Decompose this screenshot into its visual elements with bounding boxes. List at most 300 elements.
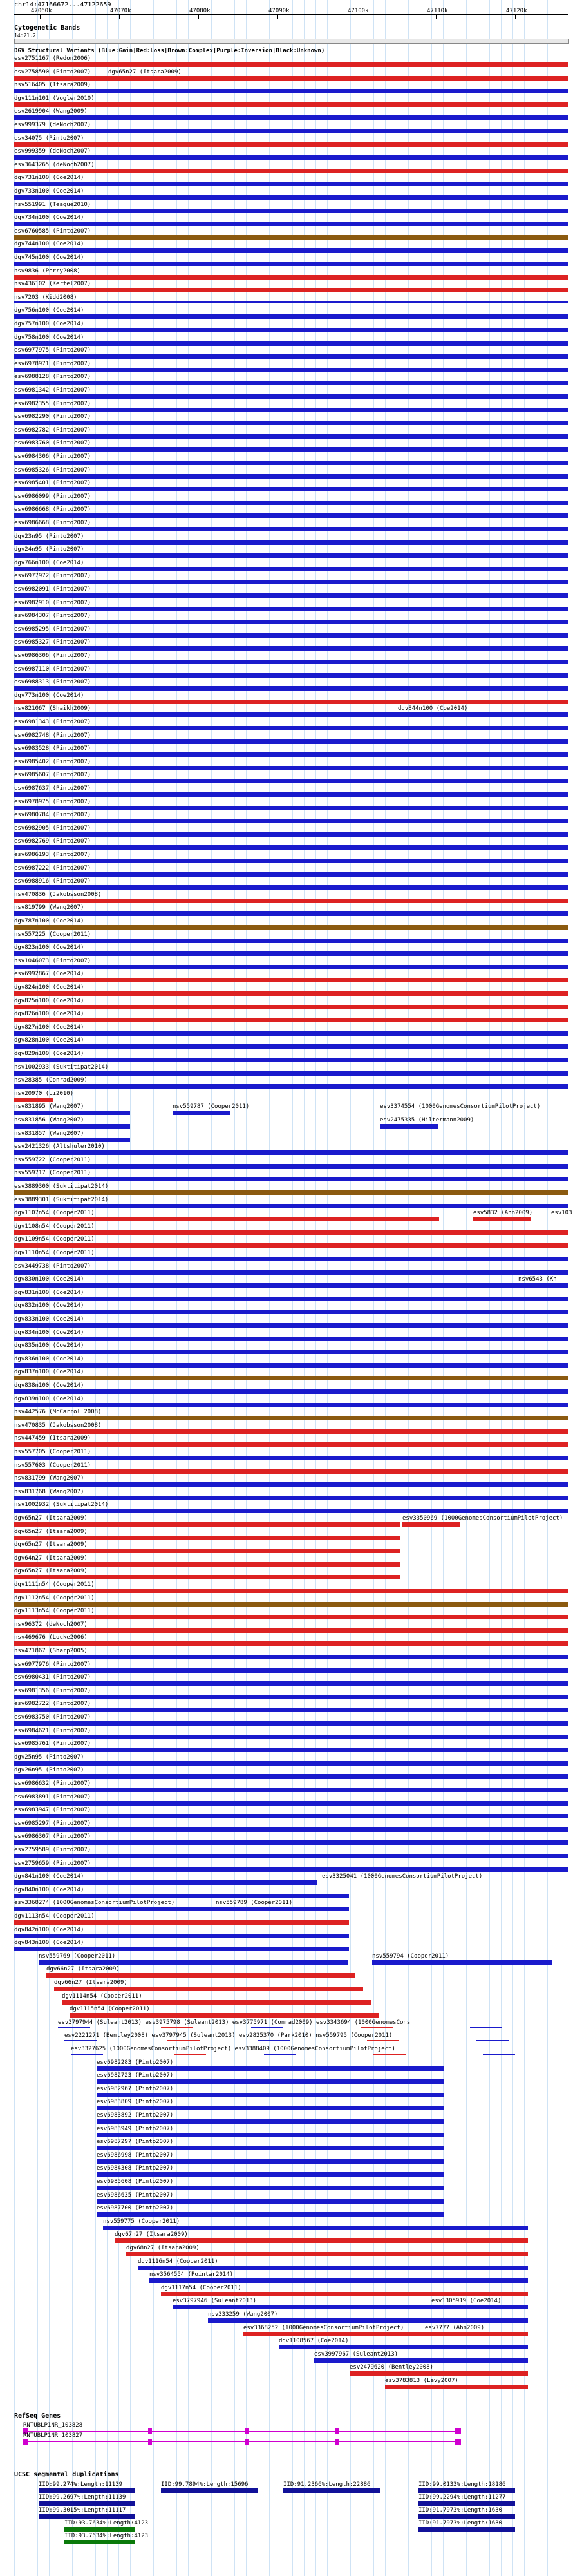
sv-feature-bar[interactable] xyxy=(14,965,568,969)
sv-feature-label[interactable]: esv6982722 (Pinto2007) xyxy=(14,1701,91,1708)
sv-feature-bar[interactable] xyxy=(14,673,568,678)
sv-feature-bar[interactable] xyxy=(314,2358,528,2363)
sv-feature-label[interactable]: nsv471867 (Sharp2005) xyxy=(14,1648,88,1654)
sv-feature-label[interactable]: dgv841n100 (Coe2014) xyxy=(14,1873,84,1880)
sv-feature-label[interactable]: esv6983947 (Pinto2007) xyxy=(14,1807,91,1814)
sv-feature-bar[interactable] xyxy=(402,1522,460,1527)
sv-feature-bar[interactable] xyxy=(14,474,568,479)
sv-feature-bar[interactable] xyxy=(161,2292,528,2296)
sv-feature-label[interactable]: esv999359 (deNoch2007) xyxy=(14,148,91,155)
sv-feature-label[interactable]: dgv25n95 (Pinto2007) xyxy=(14,1753,84,1760)
sv-feature-bar[interactable] xyxy=(14,1350,568,1354)
segdup-bar[interactable] xyxy=(64,2527,135,2532)
sv-feature-label[interactable]: nsv831856 (Wang2007) xyxy=(14,1117,84,1123)
sv-feature-label[interactable]: esv6987637 (Pinto2007) xyxy=(14,785,91,792)
sv-feature-bar[interactable] xyxy=(14,1615,568,1619)
sv-feature-label[interactable]: nsv1002933 (Suktitipat2014) xyxy=(14,1064,109,1071)
sv-feature-bar[interactable] xyxy=(14,182,568,186)
sv-feature-bar[interactable] xyxy=(70,2013,379,2018)
sv-feature-label[interactable]: dgv837n100 (Coe2014) xyxy=(14,1369,84,1376)
sv-feature-bar[interactable] xyxy=(54,1987,363,1991)
sv-feature-label[interactable]: nsv551991 (Teague2010) xyxy=(14,201,91,208)
sv-feature-bar[interactable] xyxy=(14,76,568,81)
sv-feature-bar[interactable] xyxy=(14,1337,568,1341)
sv-feature-bar[interactable] xyxy=(372,1960,552,1965)
sv-feature-label[interactable]: nsv447459 (Itsara2009) xyxy=(14,1435,91,1442)
sv-feature-bar[interactable] xyxy=(518,1283,567,1288)
segdup-label[interactable]: IID:91.7973%:Length:1630 xyxy=(418,2520,503,2526)
sv-feature-bar[interactable] xyxy=(14,1310,568,1314)
sv-feature-bar[interactable] xyxy=(385,2385,528,2389)
sv-feature-label[interactable]: esv6992867 (Coe2014) xyxy=(14,971,84,978)
sv-feature-bar[interactable] xyxy=(14,461,568,465)
gene-exon[interactable] xyxy=(335,2428,339,2434)
sv-feature-label[interactable]: esv3374554 (1000GenomesConsortiumPilotProject) xyxy=(380,1103,541,1111)
sv-feature-label[interactable]: esv2479620 (Bentley2008) xyxy=(350,2364,434,2371)
sv-feature-bar[interactable] xyxy=(14,752,568,757)
sv-feature-label[interactable]: esv5832 (Ahn2009) xyxy=(473,1210,533,1217)
sv-feature-bar[interactable] xyxy=(14,501,568,505)
sv-feature-label[interactable]: dgv826n100 (Coe2014) xyxy=(14,1011,84,1018)
sv-feature-label[interactable]: dgv830n100 (Coe2014) xyxy=(14,1276,84,1283)
sv-feature-label[interactable]: esv999379 (deNoch2007) xyxy=(14,122,91,128)
sv-feature-label[interactable]: esv6987700 (Pinto2007) xyxy=(97,2205,174,2212)
sv-feature-bar[interactable] xyxy=(14,1509,568,1513)
sv-feature-label[interactable]: esv6982905 (Pinto2007) xyxy=(14,825,91,832)
sv-feature-bar[interactable] xyxy=(14,766,568,770)
sv-feature-bar[interactable] xyxy=(97,2093,444,2097)
sv-feature-bar[interactable] xyxy=(373,2054,406,2055)
sv-feature-bar[interactable] xyxy=(14,1376,568,1380)
sv-feature-label[interactable]: dgv111n101 (Vogler2010) xyxy=(14,95,95,102)
sv-feature-label[interactable]: dgv844n100 (Coe2014) xyxy=(398,705,468,712)
sv-feature-label[interactable]: dgv733n100 (Coe2014) xyxy=(14,188,84,195)
sv-feature-bar[interactable] xyxy=(483,2054,515,2055)
sv-feature-bar[interactable] xyxy=(14,872,568,877)
sv-feature-bar[interactable] xyxy=(14,660,568,664)
sv-feature-label[interactable]: esv6986632 (Pinto2007) xyxy=(14,1780,91,1787)
sv-feature-bar[interactable] xyxy=(14,1469,568,1474)
sv-feature-label[interactable]: esv3325041 (1000GenomesConsortiumPilotProject) xyxy=(322,1873,483,1880)
sv-feature-label[interactable]: nsv819799 (Wang2007) xyxy=(14,904,84,911)
sv-feature-label[interactable]: dgv65n27 (Itsara2009) xyxy=(14,1541,88,1549)
refseq-track-title[interactable]: RefSeq Genes xyxy=(14,2412,61,2419)
sv-feature-bar[interactable] xyxy=(14,1735,568,1739)
sv-feature-bar[interactable] xyxy=(14,1297,568,1301)
sv-feature-label[interactable]: esv2758590 (Pinto2007) xyxy=(14,68,91,75)
sv-feature-bar[interactable] xyxy=(14,1801,568,1806)
sv-feature-bar[interactable] xyxy=(14,235,568,240)
sv-feature-label[interactable]: esv2751167 (Redon2006) xyxy=(14,55,91,62)
sv-feature-label[interactable]: esv6982290 (Pinto2007) xyxy=(14,414,91,421)
sv-feature-label[interactable]: esv3643265 (deNoch2007) xyxy=(14,161,95,168)
sv-feature-bar[interactable] xyxy=(14,368,568,372)
sv-feature-bar[interactable] xyxy=(97,2133,444,2137)
sv-feature-label[interactable]: esv6985607 (Pinto2007) xyxy=(14,772,91,779)
segdup-label[interactable]: IID:99.7894%:Length:15696 xyxy=(161,2481,249,2488)
sv-feature-bar[interactable] xyxy=(14,1536,400,1540)
sv-feature-label[interactable]: dgv828n100 (Coe2014) xyxy=(14,1037,84,1044)
sv-feature-label[interactable]: esv6983528 (Pinto2007) xyxy=(14,745,91,752)
sv-feature-bar[interactable] xyxy=(14,806,568,810)
sv-feature-label[interactable]: nsv831768 (Wang2007) xyxy=(14,1488,84,1495)
sv-feature-bar[interactable] xyxy=(14,1456,568,1460)
sv-feature-label[interactable]: dgv827n100 (Coe2014) xyxy=(14,1024,84,1031)
sv-feature-label[interactable]: nsv436102 (Kertel2007) xyxy=(14,281,91,288)
gene-exon[interactable] xyxy=(455,2428,461,2434)
sv-feature-bar[interactable] xyxy=(14,819,568,823)
sv-feature-label[interactable]: esv6981342 (Pinto2007) xyxy=(14,387,91,394)
sv-feature-bar[interactable] xyxy=(14,155,568,160)
sv-feature-label[interactable]: dgv831n100 (Coe2014) xyxy=(14,1289,84,1296)
sv-feature-label[interactable]: dgv842n100 (Coe2014) xyxy=(14,1926,84,1933)
segdup-label[interactable]: IID:93.7634%:Length:4123 xyxy=(64,2520,149,2526)
sv-feature-label[interactable]: esv6985761 (Pinto2007) xyxy=(14,1741,91,1748)
sv-feature-label[interactable]: esv6985297 (Pinto2007) xyxy=(14,1820,91,1827)
sv-feature-bar[interactable] xyxy=(14,1164,568,1169)
sv-feature-bar[interactable] xyxy=(14,712,568,717)
sv-feature-label[interactable]: esv6978975 (Pinto2007) xyxy=(14,798,91,805)
sv-feature-bar[interactable] xyxy=(14,1708,568,1712)
sv-feature-label[interactable]: dgv744n100 (Coe2014) xyxy=(14,241,84,248)
sv-feature-label[interactable]: esv6988313 (Pinto2007) xyxy=(14,679,91,686)
sv-feature-label[interactable]: esv2619904 (Wang2009) xyxy=(14,108,88,115)
sv-feature-bar[interactable] xyxy=(14,991,568,996)
sv-feature-bar[interactable] xyxy=(14,925,568,930)
sv-feature-label[interactable]: esv6983760 (Pinto2007) xyxy=(14,440,91,447)
sv-feature-label[interactable]: esv6982769 (Pinto2007) xyxy=(14,838,91,845)
sv-feature-label[interactable]: dgv1110n54 (Cooper2011) xyxy=(14,1250,95,1256)
sv-feature-bar[interactable] xyxy=(14,567,568,571)
sv-feature-bar[interactable] xyxy=(14,1867,568,1872)
sv-feature-bar[interactable] xyxy=(14,1907,349,1911)
sv-feature-label[interactable]: dgv773n100 (Coe2014) xyxy=(14,692,84,699)
sv-feature-label[interactable]: esv6985401 (Pinto2007) xyxy=(14,480,91,487)
sv-feature-bar[interactable] xyxy=(14,1522,400,1527)
sv-feature-label[interactable]: dgv1115n54 (Cooper2011) xyxy=(70,2006,150,2013)
sv-feature-bar[interactable] xyxy=(14,726,568,730)
sv-feature-label[interactable]: dgv66n27 (Itsara2009) xyxy=(54,1980,127,1986)
sv-feature-label[interactable]: dgv823n100 (Coe2014) xyxy=(14,944,84,951)
sv-feature-bar[interactable] xyxy=(350,2371,528,2376)
sv-feature-label[interactable]: dgv839n100 (Coe2014) xyxy=(14,1395,84,1402)
sv-feature-bar[interactable] xyxy=(14,620,568,624)
sv-feature-bar[interactable] xyxy=(14,700,568,704)
sv-feature-bar[interactable] xyxy=(14,1230,568,1235)
sv-feature-bar[interactable] xyxy=(279,2345,528,2349)
sv-feature-label[interactable]: nsv6543 (Kh xyxy=(518,1276,557,1283)
sv-feature-label[interactable]: esv6982091 (Pinto2007) xyxy=(14,586,91,593)
segdup-bar[interactable] xyxy=(418,2501,515,2506)
sv-feature-bar[interactable] xyxy=(14,1496,568,1500)
sv-feature-bar[interactable] xyxy=(14,1562,400,1567)
sv-feature-label[interactable]: esv6981343 (Pinto2007) xyxy=(14,719,91,725)
sv-feature-bar[interactable] xyxy=(14,527,568,531)
sv-feature-bar[interactable] xyxy=(14,1177,568,1181)
sv-feature-label[interactable]: nsv469676 (Locke2006) xyxy=(14,1634,88,1641)
sv-feature-bar[interactable] xyxy=(64,2040,97,2041)
sv-feature-bar[interactable] xyxy=(14,1840,568,1845)
sv-feature-bar[interactable] xyxy=(14,1880,317,1885)
sv-feature-bar[interactable] xyxy=(14,1416,568,1420)
sv-feature-label[interactable]: esv6977972 (Pinto2007) xyxy=(14,573,91,580)
sv-feature-label[interactable]: esv2421326 (Altshuler2010) xyxy=(14,1143,105,1150)
sv-feature-label[interactable]: esv6987222 (Pinto2007) xyxy=(14,864,91,872)
gene-exon[interactable] xyxy=(148,2428,152,2434)
sv-feature-label[interactable]: esv3797946 (Suleant2013) xyxy=(173,2298,257,2305)
sv-feature-label[interactable]: esv3889301 (Suktitipat2014) xyxy=(14,1196,109,1203)
segdup-label[interactable]: IID:93.7634%:Length:4123 xyxy=(64,2533,149,2539)
sv-feature-bar[interactable] xyxy=(14,1668,568,1673)
sv-feature-label[interactable]: esv2759589 (Pinto2007) xyxy=(14,1847,91,1853)
refseq-gene-label[interactable]: RNTUBLP1NR_103828 xyxy=(23,2422,83,2428)
sv-feature-label[interactable]: esv6986193 (Pinto2007) xyxy=(14,852,91,858)
sv-feature-label[interactable]: nsv831857 (Wang2007) xyxy=(14,1130,84,1137)
sv-feature-bar[interactable] xyxy=(14,1934,349,1938)
sv-feature-bar[interactable] xyxy=(167,2040,200,2041)
sv-feature-label[interactable]: esv6986998 (Pinto2007) xyxy=(97,2151,174,2159)
gene-exon[interactable] xyxy=(245,2428,249,2434)
sv-feature-label[interactable]: esv6983892 (Pinto2007) xyxy=(97,2112,174,2119)
sv-feature-bar[interactable] xyxy=(97,2199,444,2204)
sv-feature-label[interactable]: esv6984307 (Pinto2007) xyxy=(14,613,91,620)
sv-feature-label[interactable]: esv103 xyxy=(551,1210,572,1217)
sv-feature-bar[interactable] xyxy=(14,1429,568,1434)
sv-feature-label[interactable]: dgv65n27 (Itsara2009) xyxy=(14,1515,88,1522)
sv-feature-label[interactable]: esv6977975 (Pinto2007) xyxy=(14,347,91,354)
sv-feature-bar[interactable] xyxy=(138,2266,528,2270)
sv-feature-label[interactable]: esv6980784 (Pinto2007) xyxy=(14,812,91,819)
sv-feature-bar[interactable] xyxy=(14,739,568,744)
segdup-bar[interactable] xyxy=(161,2488,258,2493)
sv-feature-bar[interactable] xyxy=(14,1150,568,1155)
sv-feature-bar[interactable] xyxy=(264,2054,296,2055)
sv-feature-bar[interactable] xyxy=(14,1894,349,1898)
sv-feature-bar[interactable] xyxy=(14,1389,568,1394)
gene-intron-line[interactable] xyxy=(23,2441,461,2442)
sv-feature-label[interactable]: nsv831799 (Wang2007) xyxy=(14,1475,84,1482)
sv-feature-label[interactable]: nsv96372 (deNoch2007) xyxy=(14,1621,88,1628)
sv-feature-bar[interactable] xyxy=(14,1482,568,1487)
sv-cluster-label[interactable]: esv2221271 (Bentley2008) esv3797945 (Suleant2013) esv2825370 (Park2010) nsv559795 (Cooper2011) xyxy=(64,2032,393,2039)
sv-feature-bar[interactable] xyxy=(14,248,568,253)
sv-feature-bar[interactable] xyxy=(14,540,568,545)
segdup-bar[interactable] xyxy=(39,2488,135,2493)
sv-feature-label[interactable]: esv6981356 (Pinto2007) xyxy=(14,1687,91,1694)
sv-feature-bar[interactable] xyxy=(71,2054,103,2055)
segdup-label[interactable]: IID:99.2697%:Length:11139 xyxy=(39,2494,126,2501)
sv-feature-label[interactable]: dgv832n100 (Coe2014) xyxy=(14,1302,84,1310)
sv-feature-bar[interactable] xyxy=(14,845,568,850)
sv-feature-label[interactable]: nsv557603 (Cooper2011) xyxy=(14,1462,91,1469)
segdup-label[interactable]: IID:99.2294%:Length:11277 xyxy=(418,2494,506,2501)
sv-feature-bar[interactable] xyxy=(14,1018,568,1022)
sv-feature-bar[interactable] xyxy=(14,580,568,584)
sv-feature-bar[interactable] xyxy=(243,2332,528,2336)
sv-feature-label[interactable]: nsv7203 (Kidd2008) xyxy=(14,294,77,301)
sv-feature-label[interactable]: nsv442576 (McCarroll2008) xyxy=(14,1409,102,1416)
sv-feature-label[interactable]: esv6980431 (Pinto2007) xyxy=(14,1674,91,1681)
sv-feature-label[interactable]: dgv1109n54 (Cooper2011) xyxy=(14,1236,95,1243)
sv-feature-bar[interactable] xyxy=(14,1111,130,1115)
sv-feature-bar[interactable] xyxy=(14,951,568,956)
sv-feature-bar[interactable] xyxy=(476,2040,509,2041)
sv-feature-label[interactable]: dgv787n100 (Coe2014) xyxy=(14,918,84,924)
sv-feature-bar[interactable] xyxy=(14,1323,568,1328)
sv-feature-bar[interactable] xyxy=(14,1681,568,1686)
dgv-track-title[interactable]: DGV Structural Variants (Blue:Gain|Red:Loss|Brown:Complex|Purple:Inversion|Black:Unknown) xyxy=(14,48,325,54)
sv-feature-bar[interactable] xyxy=(14,1071,568,1076)
sv-feature-label[interactable]: dgv26n95 (Pinto2007) xyxy=(14,1767,84,1774)
sv-feature-label[interactable]: esv6986668 (Pinto2007) xyxy=(14,506,91,513)
sv-feature-bar[interactable] xyxy=(174,2054,206,2055)
sv-feature-label[interactable]: esv6985327 (Pinto2007) xyxy=(14,639,91,646)
sv-feature-bar[interactable] xyxy=(14,275,568,280)
segdup-bar[interactable] xyxy=(418,2488,515,2493)
sv-feature-bar[interactable] xyxy=(14,939,568,943)
segdup-bar[interactable] xyxy=(39,2514,135,2519)
sv-feature-bar[interactable] xyxy=(14,1655,568,1659)
sv-feature-bar[interactable] xyxy=(14,1920,349,1925)
sv-feature-bar[interactable] xyxy=(14,1761,568,1766)
sv-feature-bar[interactable] xyxy=(361,2027,393,2028)
sv-feature-bar[interactable] xyxy=(14,899,568,903)
sv-feature-bar[interactable] xyxy=(14,1031,568,1036)
sv-feature-label[interactable]: dgv1117n54 (Cooper2011) xyxy=(161,2284,241,2291)
sv-feature-bar[interactable] xyxy=(14,354,568,359)
sv-feature-label[interactable]: nsv516405 (Itsara2009) xyxy=(14,82,91,89)
sv-feature-label[interactable]: esv6982723 (Pinto2007) xyxy=(97,2072,174,2079)
sv-feature-label[interactable]: nsv3564554 (Pointar2014) xyxy=(149,2271,234,2278)
sv-feature-bar[interactable] xyxy=(14,832,568,837)
sv-feature-bar[interactable] xyxy=(97,2079,444,2084)
sv-feature-label[interactable]: dgv836n100 (Coe2014) xyxy=(14,1355,84,1362)
sv-feature-bar[interactable] xyxy=(46,1973,355,1978)
sv-feature-label[interactable]: dgv65n27 (Itsara2009) xyxy=(14,1568,88,1575)
segdup-track-title[interactable]: UCSC segmental duplications xyxy=(14,2471,119,2478)
sv-feature-label[interactable]: esv6984306 (Pinto2007) xyxy=(14,453,91,460)
sv-feature-bar[interactable] xyxy=(14,1283,568,1288)
sv-feature-label[interactable]: nsv557225 (Cooper2011) xyxy=(14,931,91,938)
sv-feature-bar[interactable] xyxy=(14,646,568,651)
sv-feature-bar[interactable] xyxy=(115,2238,528,2243)
sv-feature-bar[interactable] xyxy=(14,102,568,107)
sv-feature-bar[interactable] xyxy=(97,2172,444,2177)
coordinate-ruler[interactable] xyxy=(14,9,568,24)
sv-feature-label[interactable]: esv3368252 (1000GenomesConsortiumPilotProject) xyxy=(243,2324,404,2331)
sv-feature-label[interactable]: nsv559775 (Cooper2011) xyxy=(103,2218,180,2225)
sv-feature-bar[interactable] xyxy=(97,2186,444,2190)
sv-feature-label[interactable]: dgv731n100 (Coe2014) xyxy=(14,175,84,182)
sv-feature-bar[interactable] xyxy=(14,222,568,226)
sv-feature-bar[interactable] xyxy=(14,1138,130,1142)
sv-feature-bar[interactable] xyxy=(14,169,568,173)
sv-feature-bar[interactable] xyxy=(97,2159,444,2164)
sv-feature-bar[interactable] xyxy=(97,2212,444,2217)
sv-feature-bar[interactable] xyxy=(14,1549,400,1553)
sv-feature-label[interactable]: esv6978971 (Pinto2007) xyxy=(14,360,91,367)
sv-feature-bar[interactable] xyxy=(14,553,568,558)
segdup-label[interactable]: IID:99.274%:Length:11139 xyxy=(39,2481,123,2488)
sv-feature-bar[interactable] xyxy=(14,1217,439,1221)
segdup-bar[interactable] xyxy=(283,2488,380,2493)
segdup-label[interactable]: IID:99.0133%:Length:18186 xyxy=(418,2481,506,2488)
sv-feature-bar[interactable] xyxy=(14,779,568,783)
sv-feature-label[interactable]: dgv756n100 (Coe2014) xyxy=(14,307,84,314)
sv-feature-bar[interactable] xyxy=(14,513,568,518)
sv-feature-label[interactable]: esv3350969 (1000GenomesConsortiumPilotProject) xyxy=(402,1515,563,1522)
segdup-label[interactable]: IID:91.2366%:Length:22886 xyxy=(283,2481,371,2488)
sv-feature-label[interactable]: esv6977976 (Pinto2007) xyxy=(14,1661,91,1668)
sv-cluster-label[interactable]: esv3797944 (Suleant2013) esv3975798 (Suleant2013) esv3775971 (Conrad2009) esv3343694 (1000GenomesCons xyxy=(58,2019,411,2026)
sv-feature-label[interactable]: esv6986306 (Pinto2007) xyxy=(14,653,91,659)
sv-feature-label[interactable]: dgv67n27 (Itsara2009) xyxy=(115,2231,188,2238)
sv-feature-bar[interactable] xyxy=(14,1641,568,1646)
sv-feature-bar[interactable] xyxy=(97,2146,444,2150)
sv-feature-bar[interactable] xyxy=(14,394,568,399)
sv-feature-label[interactable]: esv6982748 (Pinto2007) xyxy=(14,732,91,739)
sv-feature-label[interactable]: dgv66n27 (Itsara2009) xyxy=(46,1966,120,1973)
sv-feature-bar[interactable] xyxy=(97,2106,444,2110)
sv-feature-label[interactable]: dgv838n100 (Coe2014) xyxy=(14,1382,84,1389)
sv-feature-label[interactable]: esv6760585 (Pinto2007) xyxy=(14,227,91,234)
sv-feature-bar[interactable] xyxy=(14,978,568,982)
sv-feature-label[interactable]: nsv559717 (Cooper2011) xyxy=(14,1170,91,1177)
sv-feature-label[interactable]: esv6984308 (Pinto2007) xyxy=(97,2165,174,2172)
sv-feature-bar[interactable] xyxy=(14,408,568,412)
sv-feature-label[interactable]: esv6985295 (Pinto2007) xyxy=(14,625,91,633)
sv-feature-label[interactable]: dgv843n100 (Coe2014) xyxy=(14,1940,84,1947)
sv-feature-label[interactable]: esv6987110 (Pinto2007) xyxy=(14,665,91,673)
sv-feature-label[interactable]: dgv825n100 (Coe2014) xyxy=(14,997,84,1004)
sv-feature-bar[interactable] xyxy=(367,2040,399,2041)
sv-feature-label[interactable]: dgv835n100 (Coe2014) xyxy=(14,1342,84,1350)
sv-feature-label[interactable]: dgv824n100 (Coe2014) xyxy=(14,984,84,991)
sv-feature-bar[interactable] xyxy=(14,341,568,346)
sv-feature-label[interactable]: dgv766n100 (Coe2014) xyxy=(14,559,84,566)
sv-feature-label[interactable]: dgv1113n54 (Cooper2011) xyxy=(14,1608,95,1615)
sv-feature-label[interactable]: esv6983949 (Pinto2007) xyxy=(97,2125,174,2132)
sv-feature-bar[interactable] xyxy=(470,2027,502,2028)
gene-exon[interactable] xyxy=(335,2439,339,2445)
refseq-gene-label[interactable]: RNTUBLP1NR_103827 xyxy=(23,2432,83,2439)
sv-feature-label[interactable]: dgv1108567 (Coe2014) xyxy=(279,2338,349,2345)
sv-feature-label[interactable]: esv6983809 (Pinto2007) xyxy=(97,2099,174,2106)
sv-feature-label[interactable]: esv3368274 (1000GenomesConsortiumPilotProject) xyxy=(14,1900,175,1907)
sv-feature-bar[interactable] xyxy=(14,262,568,266)
sv-feature-bar[interactable] xyxy=(161,2027,193,2028)
segdup-bar[interactable] xyxy=(64,2540,135,2544)
sv-feature-bar[interactable] xyxy=(14,301,568,303)
sv-feature-bar[interactable] xyxy=(251,2027,283,2028)
sv-feature-bar[interactable] xyxy=(14,792,568,797)
sv-feature-label[interactable]: esv2759659 (Pinto2007) xyxy=(14,1860,91,1867)
sv-feature-label[interactable]: dgv1107n54 (Cooper2011) xyxy=(14,1210,95,1217)
sv-feature-bar[interactable] xyxy=(14,1589,568,1593)
sv-feature-bar[interactable] xyxy=(14,1403,568,1407)
sv-feature-label[interactable]: esv3889300 (Suktitipat2014) xyxy=(14,1183,109,1190)
sv-feature-bar[interactable] xyxy=(14,1084,568,1089)
sv-feature-bar[interactable] xyxy=(14,1602,568,1607)
sv-feature-bar[interactable] xyxy=(14,1044,568,1049)
sv-feature-bar[interactable] xyxy=(14,1947,349,1951)
sv-feature-label[interactable]: esv6982910 (Pinto2007) xyxy=(14,599,91,606)
sv-feature-bar[interactable] xyxy=(14,1695,568,1699)
gene-exon[interactable] xyxy=(148,2439,152,2445)
sv-feature-label[interactable]: nsv821067 (Shaikh2009) xyxy=(14,705,91,712)
sv-feature-bar[interactable] xyxy=(208,2318,528,2323)
sv-feature-bar[interactable] xyxy=(14,593,568,598)
